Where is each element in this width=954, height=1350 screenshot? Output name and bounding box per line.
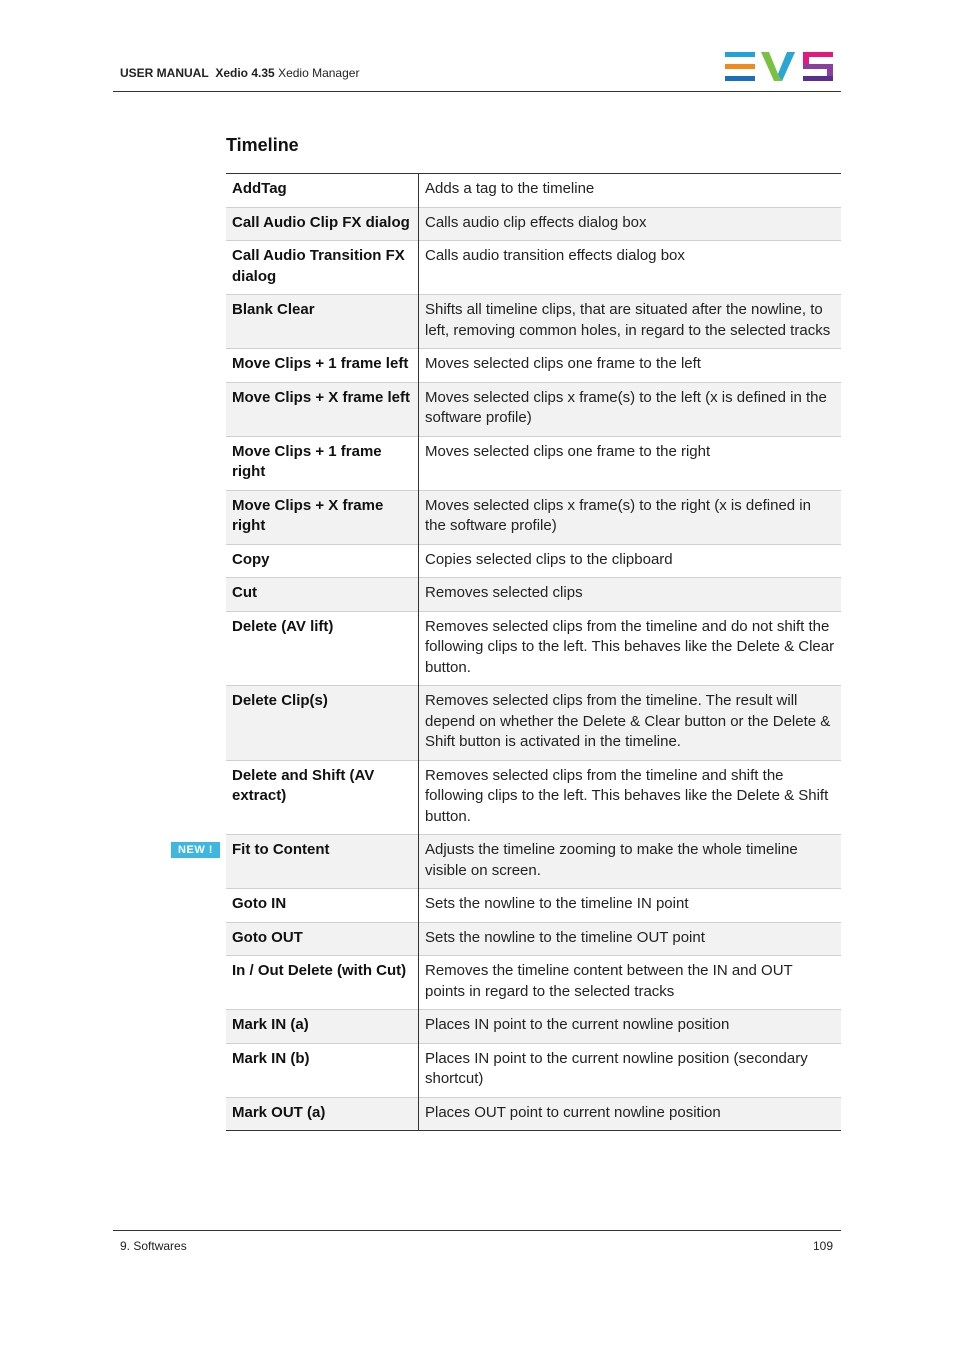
command-description: Removes selected clips: [425, 584, 583, 601]
command-label: Cut: [232, 584, 257, 601]
page-footer: [113, 1230, 841, 1255]
table-row: [226, 241, 841, 295]
command-name: [226, 295, 419, 349]
table-row: [226, 760, 841, 835]
command-description: Moves selected clips one frame to the right: [425, 442, 711, 460]
header-product: Xedio 4.35: [215, 66, 275, 80]
command-name: [226, 578, 419, 612]
command-name: [226, 382, 419, 436]
command-label: Delete and Shift (AV extract): [232, 766, 375, 804]
table-row: [226, 382, 841, 436]
command-label: Delete (AV lift): [232, 617, 334, 635]
command-name: [226, 1043, 419, 1097]
command-label: Move Clips + 1 frame right: [232, 442, 382, 480]
command-name: [226, 956, 419, 1010]
command-description: Places OUT point to current nowline position: [425, 1103, 721, 1121]
command-name: [226, 207, 419, 241]
command-label: Move Clips + X frame left: [232, 388, 410, 406]
command-description: Copies selected clips to the clipboard: [425, 550, 673, 568]
command-name: [226, 1097, 419, 1131]
header-module: Xedio Manager: [278, 66, 360, 80]
table-row: [226, 835, 841, 889]
command-name: [226, 922, 419, 956]
table-row: [226, 1010, 841, 1044]
footer-chapter: 9. Softwares: [120, 1239, 187, 1253]
command-name: [226, 490, 419, 544]
command-name: [226, 760, 419, 835]
command-description: Moves selected clips one frame to the left: [425, 355, 701, 372]
command-description: Adds a tag to the timeline: [425, 180, 595, 197]
command-description: Places IN point to the current nowline position (secondary shortcut): [425, 1049, 808, 1087]
command-description: Places IN point to the current nowline position: [425, 1016, 730, 1033]
evs-logo: [725, 52, 835, 82]
timeline-commands-table: [178, 173, 841, 1131]
command-description: Calls audio clip effects dialog box: [425, 213, 647, 231]
command-name: [226, 436, 419, 490]
command-label: Move Clips + 1 frame left: [232, 355, 409, 372]
command-description: Sets the nowline to the timeline IN point: [425, 895, 689, 912]
table-row: [226, 611, 841, 686]
command-name: [226, 1010, 419, 1044]
command-name: [226, 174, 419, 208]
table-row: [226, 956, 841, 1010]
command-label: Copy: [232, 550, 270, 568]
command-label: Mark OUT (a): [232, 1103, 326, 1121]
command-label: Delete Clip(s): [232, 692, 328, 709]
table-row: [226, 1097, 841, 1131]
table-row: [226, 349, 841, 383]
command-name: [226, 686, 419, 761]
command-name: [178, 835, 419, 889]
footer-page-number: 109: [812, 1239, 833, 1253]
table-row: [226, 686, 841, 761]
command-label: AddTag: [232, 180, 287, 197]
command-label: Goto IN: [232, 895, 287, 912]
table-row: [226, 490, 841, 544]
table-row: [226, 295, 841, 349]
table-row: [226, 544, 841, 578]
command-description: Moves selected clips x frame(s) to the left (x is defined in the software profile): [425, 388, 827, 426]
command-name: [226, 889, 419, 923]
command-description: Adjusts the timeline zooming to make the whole timeline visible on screen.: [425, 841, 798, 879]
header-manual: USER MANUAL: [120, 66, 209, 80]
command-label: Goto OUT: [232, 928, 303, 946]
command-name: [226, 544, 419, 578]
command-label: Call Audio Transition FX dialog: [232, 247, 405, 285]
command-name: [226, 611, 419, 686]
command-description: Shifts all timeline clips, that are situated after the nowline, to left, removing common holes, in regard to the selected tracks: [425, 301, 831, 339]
command-label: Mark IN (b): [232, 1049, 310, 1067]
command-description: Removes selected clips from the timeline and do not shift the following clips to the left. This behaves like the Delete & Clear button.: [425, 617, 835, 676]
table-row: [226, 436, 841, 490]
command-description: Removes selected clips from the timeline. The result will depend on whether the Delete & Clear button or the Delete & Shift button is activated in the timeline.: [425, 692, 831, 750]
command-description: Moves selected clips x frame(s) to the right (x is defined in the software profile): [425, 496, 811, 534]
table-row: [226, 578, 841, 612]
command-label: Fit to Content: [232, 841, 330, 858]
table-row: [226, 174, 841, 208]
command-description: Sets the nowline to the timeline OUT point: [425, 928, 705, 946]
command-description: Calls audio transition effects dialog box: [425, 247, 685, 264]
command-label: Blank Clear: [232, 301, 315, 318]
command-description: Removes selected clips from the timeline and shift the following clips to the left. This behaves like the Delete & Shift button.: [425, 766, 829, 825]
command-label: Call Audio Clip FX dialog: [232, 213, 410, 231]
command-label: Mark IN (a): [232, 1016, 309, 1033]
table-row: [226, 889, 841, 923]
command-label: In / Out Delete (with Cut): [232, 962, 407, 979]
table-row: [226, 1043, 841, 1097]
section-title: Timeline: [226, 135, 299, 155]
command-name: [226, 241, 419, 295]
table-row: [226, 922, 841, 956]
table-row: [226, 207, 841, 241]
command-name: [226, 349, 419, 383]
command-description: Removes the timeline content between the IN and OUT points in regard to the selected tracks: [425, 962, 793, 1000]
header-text: [120, 66, 359, 80]
command-label: Move Clips + X frame right: [232, 496, 384, 534]
page-header: [113, 0, 841, 92]
new-badge: NEW !: [171, 842, 220, 858]
